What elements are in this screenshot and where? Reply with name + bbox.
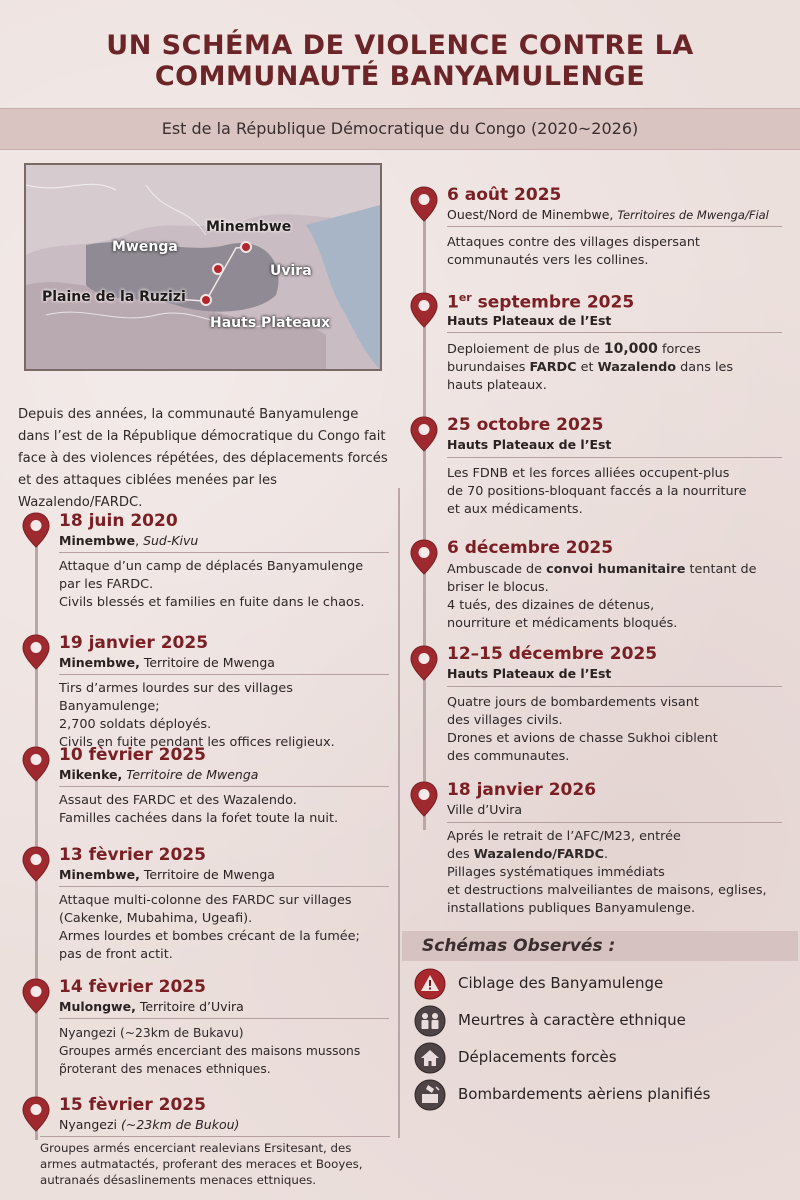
event-text: autranaés désaslinements menaces ettniques. <box>40 1173 317 1187</box>
event-region: Territoire de Mwenga <box>126 767 259 782</box>
event-date: 18 janvier 2026 <box>447 780 597 800</box>
text-emphasis: Wazalendo/FARDC <box>473 847 604 862</box>
event-location <box>59 655 275 670</box>
event-text <box>447 561 792 579</box>
map-label-ruzizi: Plaine de la Ruzizi <box>42 289 186 305</box>
text-part: tentant de <box>685 562 757 577</box>
title-line-2: COMMUNAUTÉ BANYAMULENGE <box>154 61 646 92</box>
location-pin-icon <box>410 292 438 328</box>
event-text: 2,700 soldats déployés. <box>59 717 212 732</box>
event-location <box>59 767 258 782</box>
event-text <box>447 846 792 864</box>
event-divider <box>447 332 782 333</box>
legend-label: Meurtres à caractère ethnique <box>458 1011 686 1029</box>
event-description <box>59 892 389 964</box>
date-day: 1 <box>447 292 459 313</box>
event-text: armes autmatactés, proferant des meraces et Booyes, <box>40 1157 363 1171</box>
event-text: Tirs d’armes lourdes sur des villages Banyamulenge; <box>59 681 293 714</box>
map-marker-minembwe <box>240 241 252 253</box>
legend-title: Schémas Observés : <box>402 931 798 961</box>
event-divider <box>59 552 389 553</box>
event-date: 12–15 décembre 2025 <box>447 644 658 664</box>
event-text: et destructions malveiliantes de maisons, eglises, <box>447 883 767 898</box>
date-month-year: septembre 2025 <box>471 292 635 313</box>
text-part: des <box>447 847 474 862</box>
event-divider <box>59 886 389 887</box>
event-text: des villages civils. <box>447 713 563 728</box>
event-text: p̃roterant des menaces ethniques. <box>59 1062 271 1076</box>
region-map <box>24 163 382 371</box>
map-label-uvira: Uvira <box>270 263 312 279</box>
location-pin-icon <box>22 846 50 882</box>
event-text: Attaques contre des villages dispersant <box>447 235 700 250</box>
event-date: 19 janvier 2025 <box>59 633 209 653</box>
event-text: 4 tués, des dizaines de détenus, <box>447 598 655 613</box>
event-text: Nyangezi (~23km de Bukavu) <box>59 1026 244 1040</box>
event-divider <box>59 674 389 675</box>
event-text: Attaque d’un camp de déplacés Banyamulenge <box>59 559 364 574</box>
event-text <box>447 340 792 359</box>
event-description <box>447 234 787 270</box>
legend-label: Ciblage des Banyamulenge <box>458 974 664 992</box>
text-emphasis: 10,000 <box>603 341 658 357</box>
event-location: Hauts Plateaux de l’Est <box>447 666 612 681</box>
event-description <box>447 828 792 918</box>
event-description <box>447 340 792 395</box>
event-location: Ville d’Uvira <box>447 802 523 817</box>
event-text: briser le blocus. <box>447 580 549 595</box>
event-description <box>447 561 792 633</box>
intro-paragraph: Depuis des années, la communauté Banyamulenge dans l’est de la République démocratique du Congo fait face à des violences répétées, des déplacements forcés et des attaques ciblées menées par les Wazalendo/FARDC. <box>18 407 388 510</box>
event-text <box>447 359 792 377</box>
map-label-minembwe: Minembwe <box>206 219 292 235</box>
event-text: de 70 positions-bloquant faccés a la nourriture <box>447 484 747 499</box>
event-date: 25 octobre 2025 <box>447 415 604 435</box>
event-location <box>59 1117 239 1132</box>
event-text: Armes lourdes et bombes crécant de la fumée; <box>59 929 360 944</box>
event-place: Mikenke, <box>59 767 123 782</box>
event-region: Territoire de Mwenga <box>143 867 275 882</box>
event-location: Hauts Plateaux de l’Est <box>447 437 612 452</box>
event-text: Groupes armés encerciant realevians Ersitesant, des <box>40 1141 352 1155</box>
text-part: burundaises <box>447 360 530 375</box>
event-divider <box>59 1018 389 1019</box>
subtitle-band <box>0 108 800 150</box>
event-text: (Cakenke, Mubahima, Ugeafi). <box>59 911 253 926</box>
location-pin-icon <box>22 746 50 782</box>
title-line-1: UN SCHÉMA DE VIOLENCE CONTRE LA <box>106 30 694 61</box>
map-label-mwenga: Mwenga <box>112 239 178 255</box>
location-pin-icon <box>410 645 438 681</box>
event-text: nourriture et médicaments bloqués. <box>447 616 678 631</box>
event-divider <box>447 686 782 687</box>
event-text: Les FDNB et les forces alliées occupent-plus <box>447 466 730 481</box>
event-text: Groupes armés encerciant des maisons mussons <box>59 1044 361 1058</box>
map-marker-ruzizi <box>200 294 212 306</box>
event-text: par les FARDC. <box>59 577 154 592</box>
location-pin-icon <box>22 512 50 548</box>
event-region: (~23km de Bukou) <box>120 1117 240 1132</box>
event-description <box>59 792 389 828</box>
event-text: communautés vers les collines. <box>447 253 649 268</box>
subtitle: Est de la République Démocratique du Congo (2020~2026) <box>161 119 639 138</box>
event-divider <box>447 822 782 823</box>
event-description <box>40 1140 390 1188</box>
event-text: installations publiques Banyamulenge. <box>447 901 696 916</box>
event-date: 10 fèvrier 2025 <box>59 745 206 765</box>
event-location <box>59 999 244 1014</box>
text-part: dans les <box>676 360 734 375</box>
house-icon <box>414 1042 446 1074</box>
event-divider <box>447 226 782 227</box>
event-text: Familles cachées dans la foŕet toute la nuit. <box>59 811 339 826</box>
event-text: Civils blessés et families en fuite dans le chaos. <box>59 595 365 610</box>
text-part: Deploiement de plus de <box>447 342 604 357</box>
location-pin-icon <box>410 416 438 452</box>
event-date: 15 fèvrier 2025 <box>59 1095 206 1115</box>
event-date: 14 fèvrier 2025 <box>59 977 206 997</box>
event-text: Aprés le retrait de l’AFC/M23, entrée <box>447 829 681 844</box>
timeline-line-left <box>35 540 38 1140</box>
event-text: et aux médicaments. <box>447 502 583 517</box>
event-location <box>59 867 275 882</box>
column-divider <box>398 488 400 1138</box>
event-date: 6 décembre 2025 <box>447 538 614 558</box>
event-location <box>447 207 769 222</box>
text-emphasis: Wazalendo <box>597 360 677 375</box>
event-date: 18 juin 2020 <box>59 511 178 531</box>
text-part: forces <box>657 342 701 357</box>
event-place: Ouest/Nord de Minembwe, <box>447 207 614 222</box>
legend-label: Bombardements aèriens planifiés <box>458 1085 711 1103</box>
event-divider <box>40 1136 390 1137</box>
date-suffix: er <box>458 291 472 304</box>
location-pin-icon <box>22 978 50 1014</box>
people-icon <box>414 1005 446 1037</box>
legend-label: Déplacements forcès <box>458 1048 617 1066</box>
event-place: Nyangezi <box>59 1117 117 1132</box>
location-pin-icon <box>410 781 438 817</box>
event-description <box>59 680 394 752</box>
event-text: des communautes. <box>447 749 570 764</box>
event-date: 6 août 2025 <box>447 185 562 205</box>
event-divider <box>447 457 782 458</box>
event-description <box>59 558 389 612</box>
event-description <box>447 465 792 519</box>
event-region: Territoire de Mwenga <box>143 655 275 670</box>
event-description <box>447 694 792 766</box>
event-place: Minembwe, <box>59 867 140 882</box>
map-terrain <box>26 165 380 369</box>
location-pin-icon <box>410 186 438 222</box>
location-pin-icon <box>22 634 50 670</box>
event-text: Pillages systématiques immédiats <box>447 865 665 880</box>
page-title <box>0 30 800 92</box>
event-text: Civils en fuite pendant les offices religieux. <box>59 735 335 750</box>
event-place: Minembwe, <box>59 655 140 670</box>
event-description <box>59 1024 394 1078</box>
map-label-hauts-plateaux: Hauts Plateaux <box>210 315 331 331</box>
event-text: Attaque multi-colonne des FARDC sur villages <box>59 893 352 908</box>
text-emphasis: convoi humanitaire <box>546 562 686 577</box>
event-location: Minembwe, Sud-Kivu <box>59 533 199 548</box>
bomb-icon <box>414 1079 446 1111</box>
text-emphasis: FARDC <box>529 360 577 375</box>
event-text: pas de front actit. <box>59 947 173 962</box>
event-place: Mulongwe, <box>59 999 136 1014</box>
warning-icon <box>414 968 446 1000</box>
text-part: . <box>603 847 609 862</box>
event-place: Minembwe <box>59 533 136 548</box>
event-date: 13 fèvrier 2025 <box>59 845 206 865</box>
event-text: Assaut des FARDC et des Wazalendo. <box>59 793 297 808</box>
location-pin-icon <box>22 1096 50 1132</box>
text-part: Ambuscade de <box>447 562 547 577</box>
event-region: Sud-Kivu <box>143 533 199 548</box>
event-location: Hauts Plateaux de l’Est <box>447 313 612 328</box>
event-text: Drones et avions de chasse Sukhoi ciblent <box>447 731 718 746</box>
event-date <box>447 291 634 313</box>
event-region: Territoire d’Uvira <box>139 999 244 1014</box>
event-region: Territoires de Mwenga/Fial <box>617 208 769 222</box>
event-divider <box>59 786 389 787</box>
event-text: hauts plateaux. <box>447 378 547 393</box>
map-marker-mwenga <box>212 263 224 275</box>
location-pin-icon <box>410 539 438 575</box>
text-part: et <box>576 360 598 375</box>
event-text: Quatre jours de bombardements visant <box>447 695 699 710</box>
